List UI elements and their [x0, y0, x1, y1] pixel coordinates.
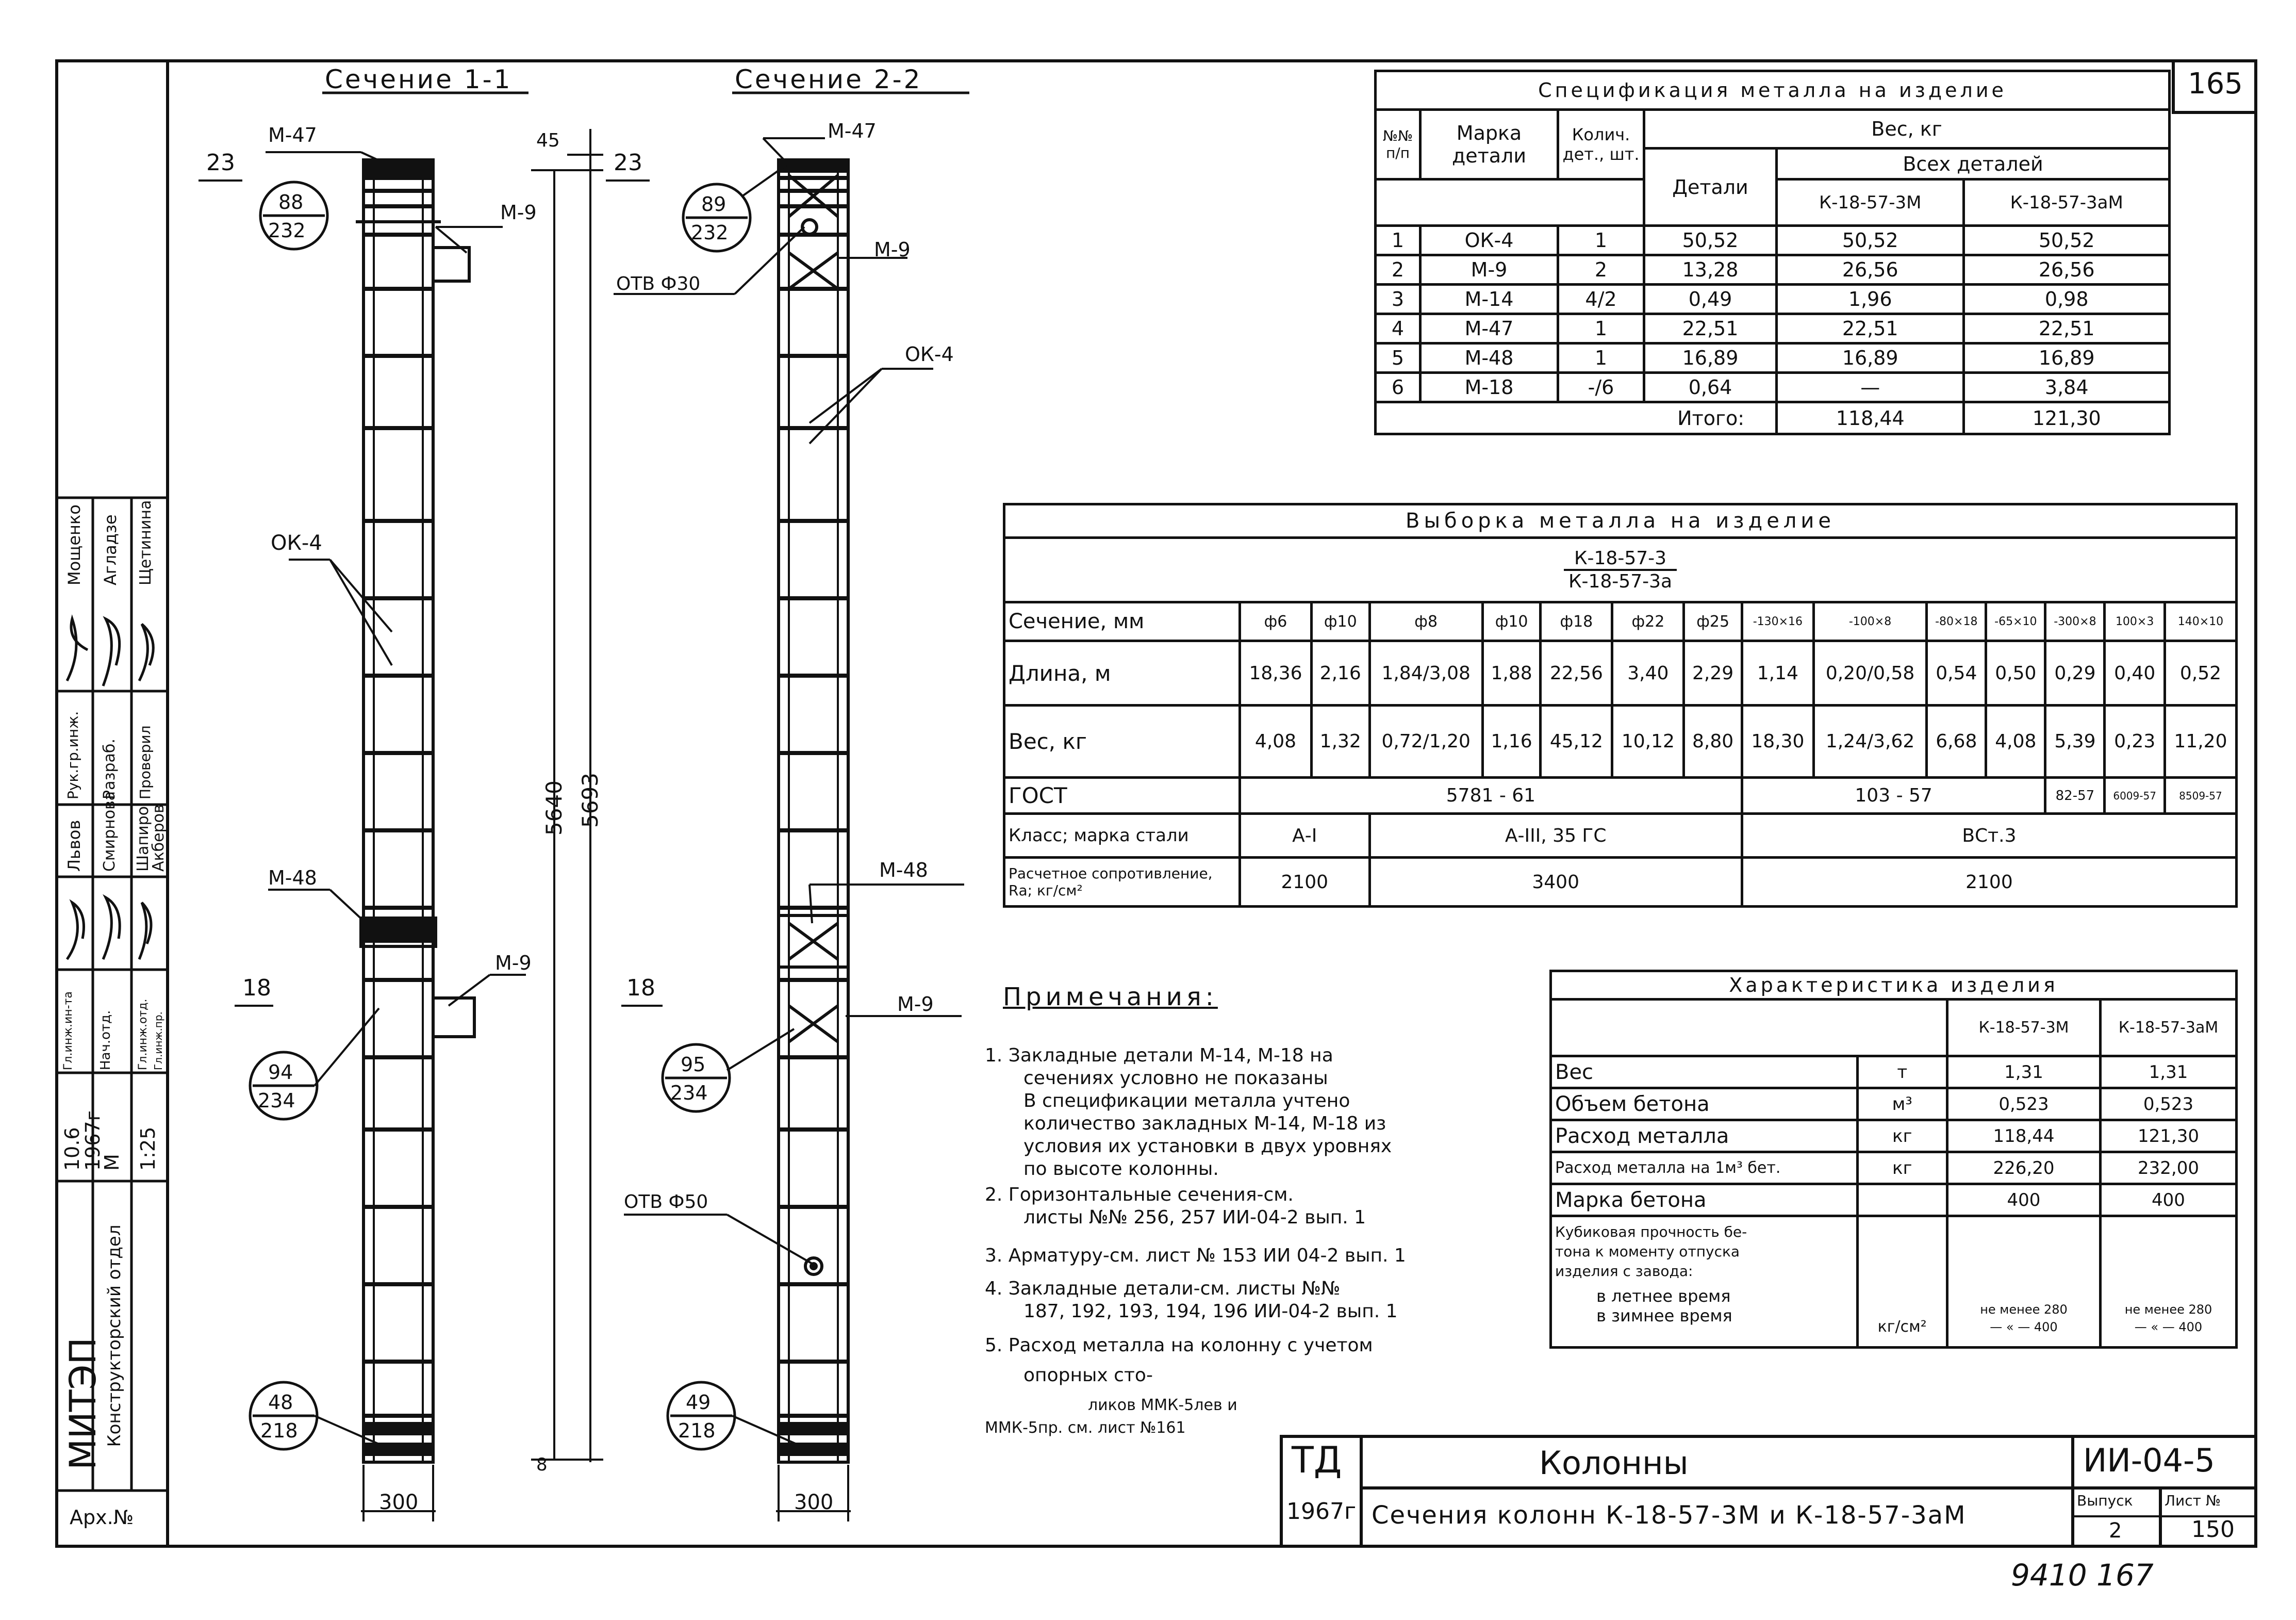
label-ok4-s1: ОК-4 [271, 531, 322, 555]
dim-5640: 5640 [541, 780, 567, 836]
vyborka-weight-row: Вес, кг 4,08 1,32 0,72/1,20 1,16 45,12 10,12 8,80 18,30 1,24/3,62 6,68 4,08 5,39 0,23 11,20 [1004, 706, 2237, 778]
vyborka-sub-top: К-18-57-3 [1564, 548, 1677, 571]
note-line: условия их установки в двух уровнях [1023, 1136, 1392, 1157]
callout-88-bottom: 232 [268, 219, 306, 242]
left-stamp-name: Акберов [150, 804, 168, 872]
label-m9-s2-bot: М-9 [897, 993, 934, 1016]
callout-88-top: 88 [278, 191, 304, 214]
dim-300-s2: 300 [794, 1491, 834, 1514]
label-otv30: ОТВ Ф30 [616, 273, 701, 294]
kharakt-table [1549, 970, 2238, 1349]
stamp-list: 150 [2191, 1516, 2235, 1543]
kharakt-cube-row: Кубиковая прочность бе- тона к моменту отпуска изделия с завода: в летнее время в зимнее время кг/см² не менее 280 — « — 400 не менее 280 — « — 400 [1551, 1216, 2237, 1348]
label-m47-s2: М-47 [828, 120, 877, 142]
spec-h-detail: Детали [1644, 149, 1777, 226]
note-line: 4. Закладные детали-см. листы №№ [985, 1278, 1341, 1299]
note-line: количество закладных М-14, М-18 из [1023, 1113, 1386, 1134]
kharakt-row: Расход металла кг 118,44 121,30 [1551, 1120, 2237, 1152]
spec-row: 3 М-14 4/2 0,49 1,96 0,98 [1376, 285, 2170, 314]
left-stamp-role: Рук.гр.инж. [64, 711, 81, 799]
stamp-code: ИИ-04-5 [2083, 1442, 2215, 1479]
dim-5693: 5693 [577, 773, 603, 828]
note-line: опорных сто- [1023, 1365, 1153, 1386]
spec-h-weight: Вес, кг [1644, 110, 2170, 149]
left-stamp-name: Агладзе [101, 514, 120, 585]
left-stamp-name: Шапиро [134, 806, 152, 872]
callout-49-top: 49 [686, 1391, 711, 1414]
spec-table [1374, 70, 2171, 435]
left-stamp-date: 10.6 1967г [61, 1110, 104, 1171]
callout-circles [250, 182, 750, 1449]
spec-total-label: Итого: [1376, 402, 1777, 434]
kharakt-row: Марка бетона 400 400 [1551, 1184, 2237, 1216]
stamp-name: Колонны [1539, 1444, 1689, 1482]
sheet-number: 165 [2188, 67, 2243, 101]
left-stamp-role: Гл.инж.пр. [152, 1011, 164, 1070]
stamp-td: ТД [1292, 1439, 1342, 1481]
label-m9-s1-bot: М-9 [495, 952, 532, 974]
column-section-1 [356, 160, 474, 1462]
left-stamp-role: Гл.инж.ин-та [62, 991, 75, 1070]
note-line: 5. Расход металла на колонну с учетом [985, 1335, 1373, 1356]
spec-h-qty: Колич. дет., шт. [1558, 110, 1644, 179]
vyborka-gost-row: ГОСТ 5781 - 61 103 - 57 82-57 6009-57 8509-57 [1004, 778, 2237, 814]
callout-89-top: 89 [701, 193, 726, 216]
stamp-year: 1967г [1286, 1498, 1357, 1525]
note-line: сечениях условно не показаны [1023, 1068, 1328, 1089]
left-stamp-name: Смирнова [101, 791, 119, 872]
left-stamp-role: Разраб. [101, 739, 119, 799]
spec-row: 6 М-18 -/6 0,64 — 3,84 [1376, 373, 2170, 402]
label-otv50: ОТВ Ф50 [624, 1191, 708, 1213]
kharakt-row: Вес т 1,31 1,31 [1551, 1056, 2237, 1088]
kharakt-h-k2: К-18-57-3аМ [2101, 1000, 2237, 1056]
note-line: ММК-5пр. см. лист №161 [985, 1419, 1186, 1437]
left-stamp-scale: 1:25 [137, 1126, 159, 1171]
cut-mark-18-left: 18 [242, 975, 271, 1001]
spec-title: Спецификация металла на изделие [1376, 71, 2170, 110]
stamp-desc: Сечения колонн К-18-57-3М и К-18-57-3аМ [1372, 1501, 1967, 1530]
vyborka-length-row: Длина, м 18,36 2,16 1,84/3,08 1,88 22,56 3,40 2,29 1,14 0,20/0,58 0,54 0,50 0,29 0,40 0,52 [1004, 641, 2237, 706]
note-line: 1. Закладные детали М-14, М-18 на [985, 1045, 1333, 1066]
callout-95-bottom: 234 [670, 1082, 708, 1104]
cut-mark-18-right: 18 [626, 975, 655, 1001]
left-stamp-name: Мощенко [64, 504, 84, 585]
dim-8: 8 [536, 1454, 548, 1475]
note-line: листы №№ 256, 257 ИИ-04-2 вып. 1 [1023, 1207, 1366, 1228]
kharakt-h-k1: К-18-57-3М [1947, 1000, 2101, 1056]
note-line: 3. Арматуру-см. лист № 153 ИИ 04-2 вып. 1 [985, 1245, 1406, 1266]
vyborka-table [1003, 503, 2238, 908]
stamp-vyp-label: Выпуск [2077, 1492, 2133, 1509]
section-2-title: Сечение 2-2 [735, 64, 922, 94]
left-stamp-scale-label: М [101, 1154, 123, 1171]
dim-300-s1: 300 [379, 1491, 419, 1514]
cut-mark-23-right: 23 [614, 150, 642, 176]
left-stamp-name: Щетинина [137, 500, 155, 585]
notes-title: Примечания: [1003, 983, 1218, 1011]
label-m9-s1-top: М-9 [500, 201, 537, 224]
note-line: по высоте колонны. [1023, 1158, 1219, 1180]
left-stamp-name: Львов [64, 820, 84, 872]
callout-48-bottom: 218 [260, 1419, 298, 1442]
label-m48-s1: М-48 [268, 866, 317, 889]
left-stamp-role: Нач.отд. [98, 1010, 113, 1070]
left-stamp-dept: Конструкторский отдел [104, 1224, 125, 1447]
spec-row: 1 ОК-4 1 50,52 50,52 50,52 [1376, 226, 2170, 255]
vyborka-sub-bottom: К-18-57-3а [1568, 571, 1673, 592]
note-line: В спецификации металла учтено [1023, 1090, 1350, 1111]
callout-95-top: 95 [681, 1053, 706, 1076]
vyborka-klass-row: Класс; марка стали А-I А-III, 35 ГС ВСт.3 [1004, 814, 2237, 858]
leader-lines [266, 138, 964, 1444]
spec-total-k2: 121,30 [1964, 402, 2170, 434]
section-1-title: Сечение 1-1 [325, 64, 513, 94]
label-m47-s1: М-47 [268, 124, 317, 146]
spec-h-k1: К-18-57-3М [1777, 179, 1964, 226]
vyborka-section-row: Сечение, мм ф6 ф10 ф8 ф10 ф18 ф22 ф25 -130×16 -100×8 -80×18 -65×10 -300×8 100×3 140×10 [1004, 602, 2237, 641]
callout-94-top: 94 [268, 1061, 293, 1084]
column-section-2 [779, 160, 848, 1462]
stamp-bottom-note: 9410 167 [2011, 1558, 2154, 1593]
spec-h-mark: Марка детали [1420, 110, 1558, 179]
label-m9-s2-top: М-9 [874, 238, 911, 261]
callout-48-top: 48 [268, 1391, 293, 1414]
spec-row: 5 М-48 1 16,89 16,89 16,89 [1376, 343, 2170, 373]
label-ok4-s2: ОК-4 [905, 343, 954, 366]
dim-45: 45 [536, 130, 560, 151]
note-line: ликов ММК-5лев и [1088, 1396, 1237, 1414]
left-stamp-role: Проверил [137, 725, 154, 799]
note-line: 2. Горизонтальные сечения-см. [985, 1184, 1294, 1205]
kharakt-row: Расход металла на 1м³ бет. кг 226,20 232,00 [1551, 1152, 2237, 1184]
spec-row: 2 М-9 2 13,28 26,56 26,56 [1376, 255, 2170, 285]
spec-h-k2: К-18-57-3аМ [1964, 179, 2170, 226]
left-stamp-org: МИТЭП [62, 1337, 104, 1470]
dimension-lines [199, 129, 851, 1521]
vyborka-title: Выборка металла на изделие [1004, 504, 2237, 538]
callout-49-bottom: 218 [678, 1419, 716, 1442]
label-m48-s2: М-48 [879, 859, 928, 881]
callout-89-bottom: 232 [691, 221, 729, 244]
spec-h-all: Всех деталей [1777, 149, 2170, 179]
left-stamp-arkh: Арх.№ [70, 1506, 134, 1529]
left-stamp-role: Гл.инж.отд. [137, 999, 150, 1070]
kharakt-title: Характеристика изделия [1551, 971, 2237, 1000]
spec-total-k1: 118,44 [1777, 402, 1964, 434]
vyborka-rs-row: Расчетное сопротивление, Rа; кг/см² 2100 3400 2100 [1004, 858, 2237, 907]
stamp-vyp: 2 [2109, 1519, 2122, 1543]
spec-row: 4 М-47 1 22,51 22,51 22,51 [1376, 314, 2170, 343]
kharakt-row: Объем бетона м³ 0,523 0,523 [1551, 1088, 2237, 1120]
notes-list [985, 1044, 1557, 1439]
spec-h-num: №№ п/п [1376, 110, 1420, 179]
note-line: 187, 192, 193, 194, 196 ИИ-04-2 вып. 1 [1023, 1301, 1398, 1322]
cut-mark-23-left: 23 [206, 150, 235, 176]
callout-94-bottom: 234 [258, 1089, 295, 1112]
stamp-list-label: Лист № [2165, 1492, 2221, 1509]
